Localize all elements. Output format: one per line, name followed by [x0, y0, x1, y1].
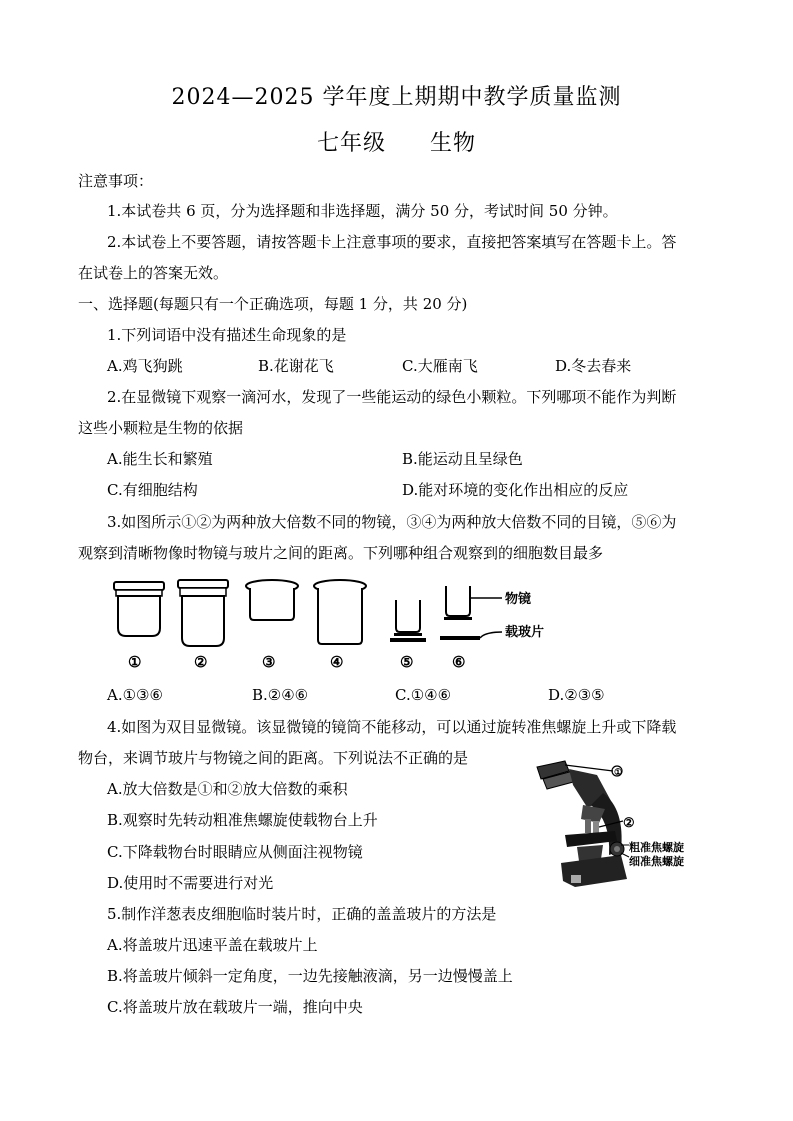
microscope-icon: [537, 761, 627, 887]
callout-coarse-focus: 粗准焦螺旋: [629, 841, 684, 854]
question-stem: 5.制作洋葱表皮细胞临时装片时，正确的盖盖玻片的方法是: [107, 905, 497, 923]
option-c: C.大雁南飞: [402, 357, 478, 375]
option-d: D.使用时不需要进行对光: [107, 874, 274, 892]
figure-label: ⑥: [452, 653, 466, 671]
figure-label: ②: [194, 653, 208, 671]
option-c: C.有细胞结构: [107, 481, 198, 499]
option-a: A.①③⑥: [107, 686, 163, 704]
question-stem: 4.如图为双目显微镜。该显微镜的镜筒不能移动，可以通过旋转准焦螺旋上升或下降载: [107, 718, 677, 736]
note-item: 在试卷上的答案无效。: [78, 264, 229, 282]
option-b: B.花谢花飞: [258, 357, 334, 375]
question-stem: 2.在显微镜下观察一滴河水，发现了一些能运动的绿色小颗粒。下列哪项不能作为判断: [107, 388, 677, 406]
option-a: A.能生长和繁殖: [107, 450, 213, 468]
option-c: C.将盖玻片放在载玻片一端，推向中央: [107, 998, 363, 1016]
note-item: 2.本试卷上不要答题，请按答题卡上注意事项的要求，直接把答案填写在答题卡上。答: [107, 233, 677, 251]
callout-objective: 物镜: [505, 592, 532, 607]
exam-title: 2024—2025 学年度上期期中教学质量监测: [171, 85, 622, 110]
question-stem: 观察到清晰物像时物镜与玻片之间的距离。下列哪种组合观察到的细胞数目最多: [78, 544, 604, 562]
objective-lens-1-icon: [114, 582, 164, 636]
option-a: A.将盖玻片迅速平盖在载玻片上: [107, 936, 318, 954]
grade-label: 七年级: [316, 131, 386, 156]
figure-label: ④: [330, 653, 344, 671]
option-c: C.下降载物台时眼睛应从侧面注视物镜: [107, 843, 363, 861]
figure-label: ②: [623, 816, 635, 831]
option-b: B.将盖玻片倾斜一定角度，一边先接触液滴，另一边慢慢盖上: [107, 967, 513, 985]
option-b: B.②④⑥: [252, 686, 309, 704]
figure-label: ③: [262, 653, 276, 671]
exam-subtitle: [0, 126, 793, 157]
figure-label: ⑤: [400, 653, 414, 671]
option-b: B.观察时先转动粗准焦螺旋使载物台上升: [107, 811, 378, 829]
question-stem: 物台，来调节玻片与物镜之间的距离。下列说法不正确的是: [78, 749, 469, 767]
lens-figure: [100, 576, 580, 676]
eyepiece-4-icon: [314, 580, 366, 644]
section-heading: 一、选择题(每题只有一个正确选项，每题 1 分，共 20 分): [78, 295, 468, 313]
notes-heading: 注意事项：: [78, 172, 154, 190]
question-stem: 这些小颗粒是生物的依据: [78, 419, 244, 437]
callout-fine-focus: 细准焦螺旋: [629, 855, 684, 868]
objective-lens-2-icon: [178, 580, 228, 646]
distance-6-icon: [440, 586, 502, 640]
option-d: D.冬去春来: [555, 357, 632, 375]
subject-label: 生物: [430, 131, 477, 156]
option-b: B.能运动且呈绿色: [402, 450, 523, 468]
option-a: A.鸡飞狗跳: [107, 357, 183, 375]
eyepiece-3-icon: [246, 580, 298, 620]
microscope-figure: [525, 755, 705, 895]
question-stem: 1.下列词语中没有描述生命现象的是: [107, 326, 347, 344]
figure-label: ①: [128, 653, 142, 671]
distance-5-icon: [390, 600, 426, 642]
question-stem: 3.如图所示①②为两种放大倍数不同的物镜，③④为两种放大倍数不同的目镜，⑤⑥为: [107, 513, 677, 531]
option-a: A.放大倍数是①和②放大倍数的乘积: [107, 780, 348, 798]
option-c: C.①④⑥: [395, 686, 452, 704]
figure-label: ①: [614, 768, 623, 778]
option-d: D.能对环境的变化作出相应的反应: [402, 481, 629, 499]
option-d: D.②③⑤: [548, 686, 605, 704]
note-item: 1.本试卷共 6 页，分为选择题和非选择题，满分 50 分，考试时间 50 分钟。: [107, 202, 618, 220]
callout-slide: 载玻片: [505, 625, 545, 640]
